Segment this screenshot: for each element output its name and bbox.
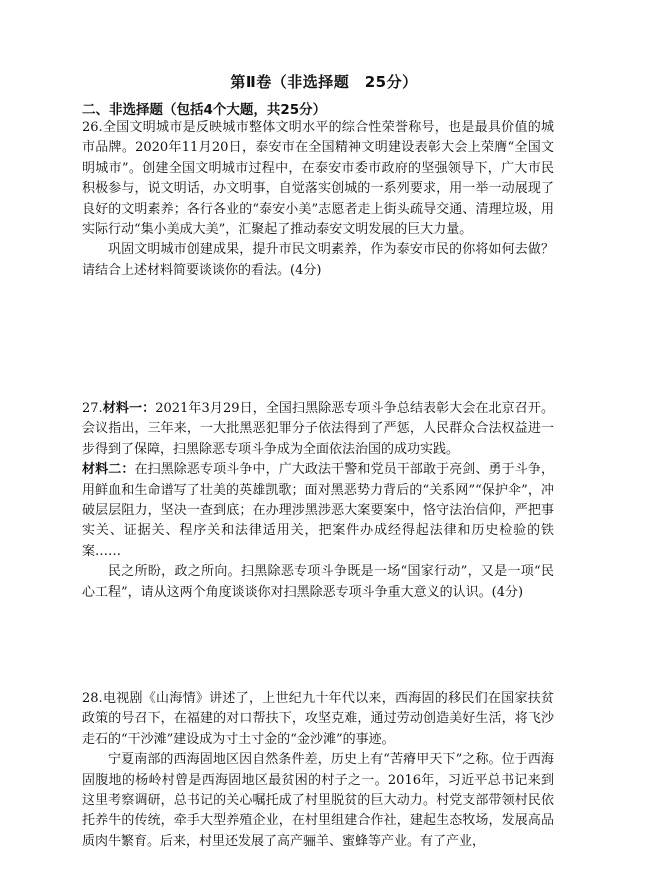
question-27-material-2 [82, 460, 554, 562]
question-27-material-1 [82, 399, 554, 460]
question-28-paragraph-1 [82, 689, 554, 750]
question-26 [82, 118, 554, 281]
question-28-paragraph-2: 宁夏南部的西海固地区因自然条件差，历史上有“苦瘠甲天下”之称。位于西海固腹地的杨岭村曾是西海固地区最贫困的村子之一。2016年，习近平总书记来到这里考察调研，总书记的关心嘱托成了村里脱贫的巨大动力。村党支部带领村民依托养牛的传统，牵手大型养殖企业，在村里组建合作社，建起生态牧场，发展高品质肉牛繁育。后来，村里还发展了高产骊羊、蜜蜂等产业。有了产业， [82, 752, 554, 849]
material-2-text: 在扫黑除恶专项斗争中，广大政法干警和党员干部敢于亮剑、勇于斗争，用鲜血和生命谱写了壮美的英雄凯歌；面对黑恶势力背后的“关系网”“保护伞”，冲破层层阻力，坚决一查到底；在办理涉黑涉恶大案要案中，恪守法治信仰，严把事实关、证据关、程序关和法律适用关，把案件办成经得起法律和历史检验的铁案…… [82, 462, 554, 559]
question-number: 28. [82, 691, 103, 706]
material-1-label: 材料一： [102, 401, 156, 416]
section-header: 二、非选择题（包括4个大题，共25分） [82, 102, 327, 118]
material-text: 全国文明城市是反映城市整体文明水平的综合性荣誉称号，也是最具价值的城市品牌。2020年11月20日，泰安市在全国精神文明建设表彰大会上荣膺“全国文明城市”。创建全国文明城市过程中，在泰安市委市政府的坚强领导下，广大市民积极参与，说文明话，办文明事，自觉落实创城的一系列要求，用一举一动展现了良好的文明素养；各行各业的“泰安小美”志愿者走上街头疏导交通、清理垃圾，用实际行动“集小美成大美”，汇聚起了推动泰安文明发展的巨大力量。 [82, 120, 554, 238]
paragraph-1-text: 电视剧《山海情》讲述了，上世纪九十年代以来，西海固的移民们在国家扶贫政策的号召下，在福建的对口帮扶下，攻坚克难，通过劳动创造美好生活，将飞沙走石的“干沙滩”建设成为寸土寸金的“金沙滩”的事迹。 [82, 691, 554, 747]
material-2-label: 材料二： [82, 462, 135, 478]
question-26-prompt: 巩固文明城市创建成果，提升市民文明素养，作为泰安市民的你将如何去做？请结合上述材料简要谈谈你的看法。(4分) [82, 242, 554, 278]
question-number: 26. [82, 120, 103, 135]
material-1-text: 2021年3月29日，全国扫黑除恶专项斗争总结表彰大会在北京召开。会议指出，三年来，一大批黑恶犯罪分子依法得到了严惩，人民群众合法权益进一步得到了保障，扫黑除恶专项斗争成为全面依法治国的成功实践。 [82, 401, 554, 457]
question-number: 27. [82, 401, 103, 416]
part-title: 第Ⅱ卷（非选择题 25分） [230, 73, 418, 91]
question-27-prompt: 民之所盼，政之所向。扫黑除恶专项斗争既是一场“国家行动”，又是一项“民心工程”，请从这两个角度谈谈你对扫黑除恶专项斗争重大意义的认识。(4分) [82, 564, 554, 600]
question-27 [82, 399, 554, 603]
question-28 [82, 689, 554, 852]
question-26-material [82, 118, 554, 240]
